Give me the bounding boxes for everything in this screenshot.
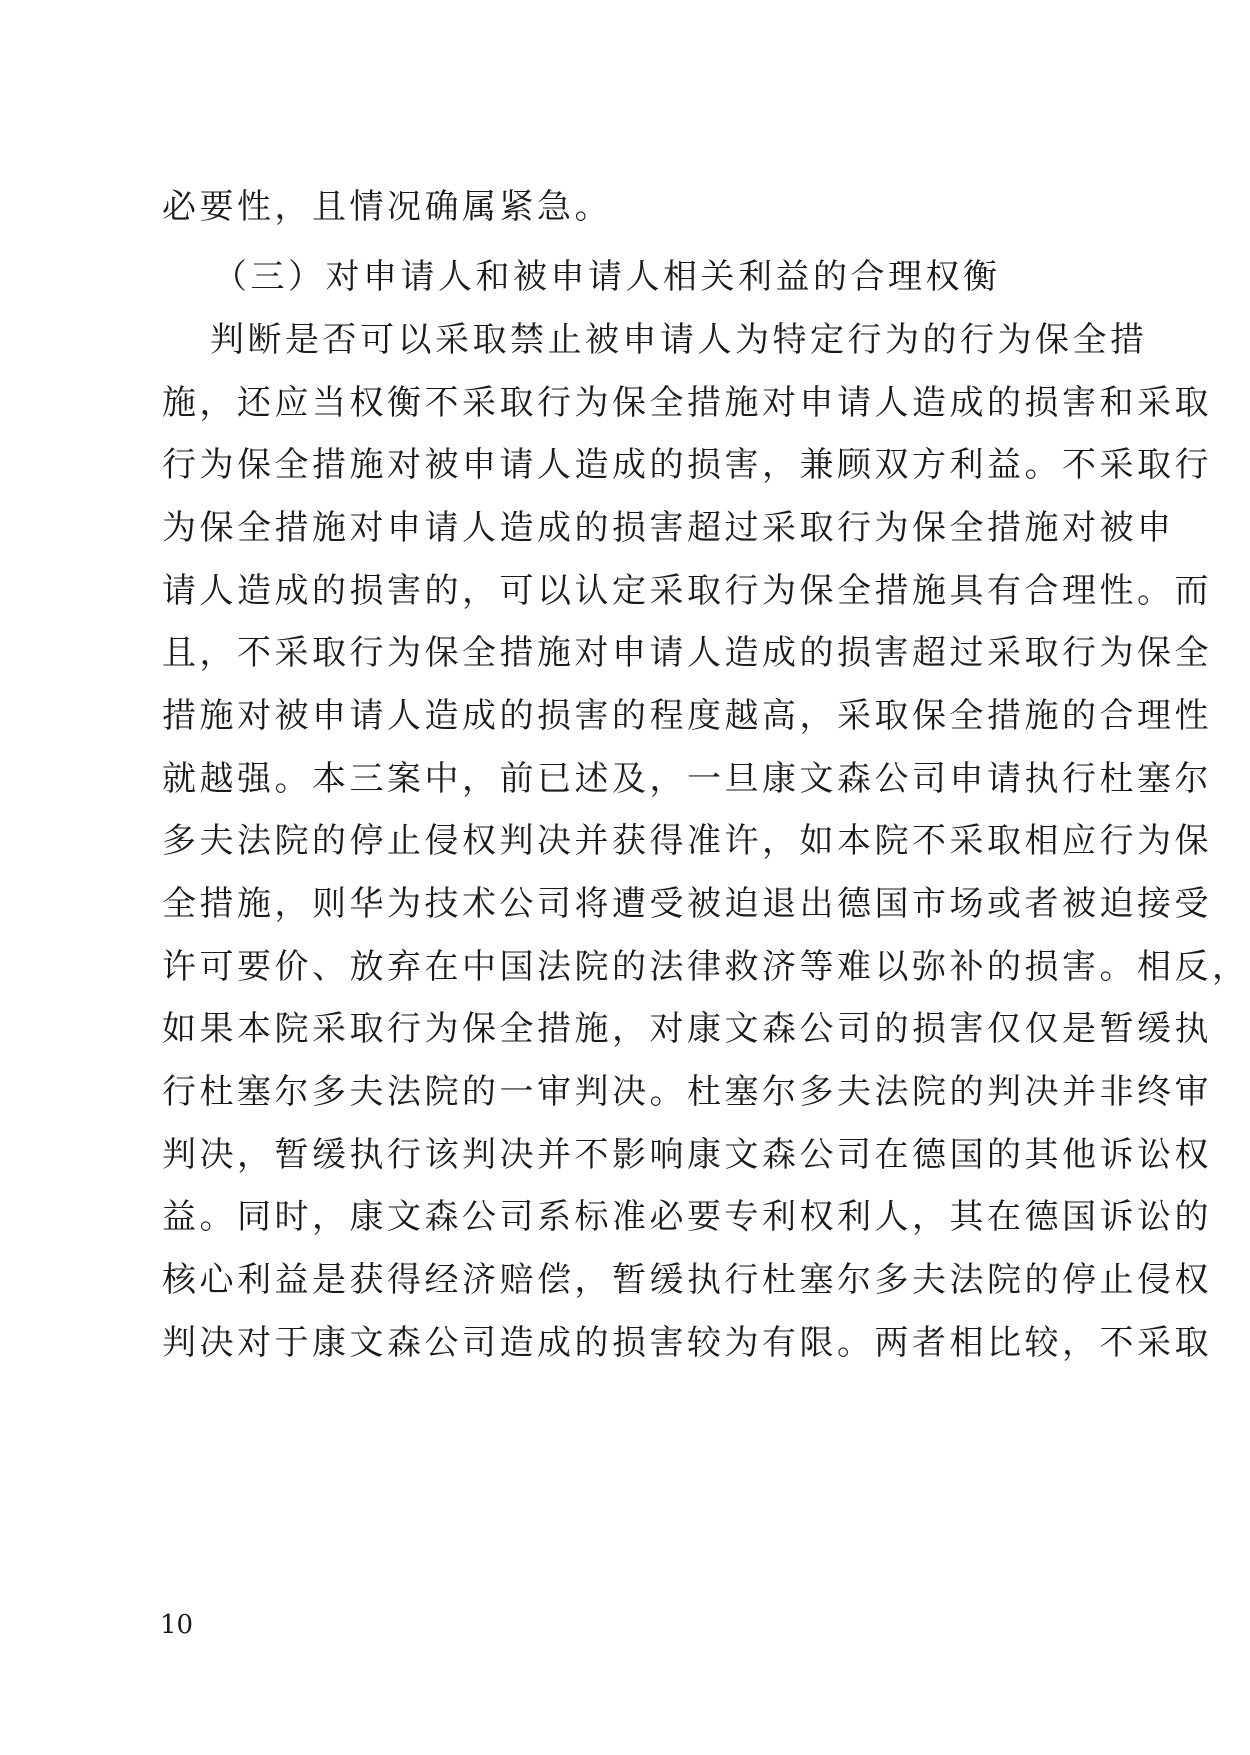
text-line: 为保全措施对申请人造成的损害超过采取行为保全措施对被申 <box>162 508 1175 548</box>
text-line: 判断是否可以采取禁止被申请人为特定行为的行为保全措 <box>210 320 1148 360</box>
text-line: 核心利益是获得经济赔偿，暂缓执行杜塞尔多夫法院的停止侵权 <box>162 1260 1212 1300</box>
text-line: 就越强。本三案中，前已述及，一旦康文森公司申请执行杜塞尔 <box>162 759 1212 799</box>
text-line: 行杜塞尔多夫法院的一审判决。杜塞尔多夫法院的判决并非终审 <box>162 1072 1212 1112</box>
text-line: 判决对于康文森公司造成的损害较为有限。两者相比较，不采取 <box>162 1323 1212 1363</box>
text-line: 全措施，则华为技术公司将遭受被迫退出德国市场或者被迫接受 <box>162 884 1212 924</box>
text-line: 措施对被申请人造成的损害的程度越高，采取保全措施的合理性 <box>162 696 1212 736</box>
text-line: 请人造成的损害的，可以认定采取行为保全措施具有合理性。而 <box>162 571 1212 611</box>
text-line: 益。同时，康文森公司系标准必要专利权利人，其在德国诉讼的 <box>162 1197 1212 1237</box>
text-line: 许可要价、放弃在中国法院的法律救济等难以弥补的损害。相反， <box>162 947 1250 987</box>
page-number: 10 <box>160 1610 194 1640</box>
text-line: 行为保全措施对被申请人造成的损害，兼顾双方利益。不采取行 <box>162 445 1212 485</box>
text-line: 施，还应当权衡不采取行为保全措施对申请人造成的损害和采取 <box>162 383 1212 423</box>
section-heading: （三）对申请人和被申请人相关利益的合理权衡 <box>213 257 1001 297</box>
text-line: 判决，暂缓执行该判决并不影响康文森公司在德国的其他诉讼权 <box>162 1135 1212 1175</box>
text-line: 必要性，且情况确属紧急。 <box>162 187 612 227</box>
text-line: 如果本院采取行为保全措施，对康文森公司的损害仅仅是暂缓执 <box>162 1009 1212 1049</box>
text-line: 多夫法院的停止侵权判决并获得准许，如本院不采取相应行为保 <box>162 821 1212 861</box>
text-line: 且，不采取行为保全措施对申请人造成的损害超过采取行为保全 <box>162 633 1212 673</box>
